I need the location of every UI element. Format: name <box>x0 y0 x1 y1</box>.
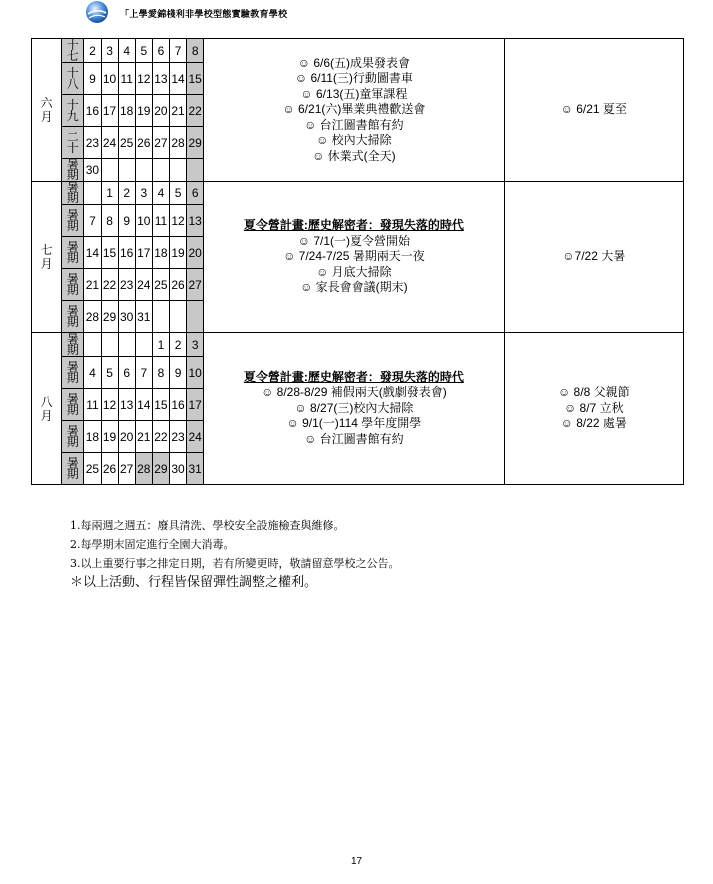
week-label: 暑 期 <box>62 421 84 453</box>
week-label: 暑 期 <box>62 453 84 485</box>
calendar-day: 8 <box>152 357 169 389</box>
calendar-day: 22 <box>152 421 169 453</box>
calendar-day: 23 <box>118 269 135 301</box>
calendar-day: 1 <box>101 182 118 205</box>
school-logo <box>84 0 110 26</box>
calendar-table <box>31 38 684 485</box>
calendar-day: 24 <box>135 269 152 301</box>
calendar-day <box>135 159 152 182</box>
event-item: ☺ 6/21(六)畢業典禮歡送會 <box>282 102 426 117</box>
event-item: ☺ 8/28-8/29 補假兩天(戲劇發表會) <box>261 385 447 400</box>
calendar-day: 12 <box>101 389 118 421</box>
month-events <box>204 333 504 485</box>
calendar-day <box>170 301 187 333</box>
calendar-day: 26 <box>170 269 187 301</box>
calendar-day: 14 <box>135 389 152 421</box>
calendar-day: 19 <box>135 95 152 127</box>
calendar-day: 6 <box>152 39 169 63</box>
calendar-day: 26 <box>135 127 152 159</box>
calendar-day: 6 <box>118 357 135 389</box>
calendar-day: 30 <box>118 301 135 333</box>
header-title: 「上學愛錦棧利非學校型態實驗教育學校 <box>120 10 288 20</box>
calendar-day: 30 <box>84 159 101 182</box>
calendar-day: 29 <box>101 301 118 333</box>
calendar-day: 16 <box>118 237 135 269</box>
note-item: ☺ 6/21 夏至 <box>560 102 627 117</box>
month-notes <box>504 39 683 182</box>
month-events <box>204 39 504 182</box>
event-item: ☺ 9/1(一)114 學年度開學 <box>286 416 422 431</box>
calendar-day: 18 <box>152 237 169 269</box>
month-notes <box>504 333 683 485</box>
calendar-day <box>84 182 101 205</box>
calendar-day: 19 <box>101 421 118 453</box>
calendar-day: 16 <box>84 95 101 127</box>
calendar-day: 8 <box>101 205 118 237</box>
note-item: ☺ 8/8 父親節 <box>557 385 630 400</box>
calendar-day: 26 <box>101 453 118 485</box>
month-notes <box>504 182 683 333</box>
calendar-day <box>118 159 135 182</box>
calendar-day <box>101 333 118 357</box>
event-item: ☺ 7/24-7/25 暑期兩天一夜 <box>283 249 425 264</box>
calendar-day: 18 <box>84 421 101 453</box>
calendar-day: 3 <box>187 333 204 357</box>
calendar-day <box>84 333 101 357</box>
calendar-day: 18 <box>118 95 135 127</box>
calendar-day <box>118 333 135 357</box>
event-item: ☺ 月底大掃除 <box>316 264 392 279</box>
calendar-day <box>135 333 152 357</box>
calendar-day: 12 <box>170 205 187 237</box>
calendar-day: 20 <box>187 237 204 269</box>
calendar-day <box>152 159 169 182</box>
calendar-day: 27 <box>187 269 204 301</box>
week-label: 暑 期 <box>62 159 84 182</box>
calendar-day: 19 <box>170 237 187 269</box>
calendar-day: 23 <box>170 421 187 453</box>
calendar-day: 25 <box>118 127 135 159</box>
week-label: 暑 期 <box>62 182 84 205</box>
event-item: ☺ 7/1(一)夏令營開始 <box>297 233 411 248</box>
calendar-day: 12 <box>135 63 152 95</box>
calendar-day: 4 <box>84 357 101 389</box>
footnotes <box>70 516 400 592</box>
calendar-day <box>187 301 204 333</box>
calendar-day <box>170 159 187 182</box>
page-number: 17 <box>350 856 363 867</box>
calendar-day <box>152 301 169 333</box>
calendar-day: 4 <box>118 39 135 63</box>
event-item: ☺ 6/11(三)行動圖書車 <box>294 71 413 86</box>
calendar-day: 9 <box>118 205 135 237</box>
calendar-day: 28 <box>170 127 187 159</box>
calendar-day: 25 <box>152 269 169 301</box>
calendar-day: 31 <box>187 453 204 485</box>
calendar-day: 21 <box>135 421 152 453</box>
week-label: 二 十 <box>62 127 84 159</box>
note-item: ☺ 8/7 立秋 <box>563 400 624 415</box>
calendar-day: 22 <box>187 95 204 127</box>
calendar-day: 15 <box>187 63 204 95</box>
event-item: ☺ 台江圖書館有約 <box>304 431 404 446</box>
calendar-day: 17 <box>101 95 118 127</box>
page-header <box>84 0 484 26</box>
week-label: 暑 期 <box>62 237 84 269</box>
calendar-day: 30 <box>170 453 187 485</box>
calendar-day: 27 <box>152 127 169 159</box>
calendar-day: 3 <box>135 182 152 205</box>
calendar-day: 9 <box>84 63 101 95</box>
footnote-1: 1.每兩週之週五：廢具清洗、學校安全設施檢查與維修。 <box>70 519 345 532</box>
calendar-day: 25 <box>84 453 101 485</box>
calendar-day: 3 <box>101 39 118 63</box>
week-label: 十 八 <box>62 63 84 95</box>
calendar-day: 10 <box>101 63 118 95</box>
calendar-day: 20 <box>118 421 135 453</box>
events-title: 夏令營計畫:歷史解密者：發現失落的時代 <box>243 369 464 384</box>
calendar-day: 13 <box>187 205 204 237</box>
calendar-day: 2 <box>84 39 101 63</box>
calendar-day: 2 <box>170 333 187 357</box>
calendar-day: 5 <box>170 182 187 205</box>
calendar-day: 6 <box>187 182 204 205</box>
calendar-day: 8 <box>187 39 204 63</box>
calendar-day: 9 <box>170 357 187 389</box>
event-item: ☺ 6/13(五)童軍課程 <box>300 86 408 101</box>
calendar-day: 28 <box>84 301 101 333</box>
calendar-week-row <box>32 333 684 357</box>
event-item: ☺ 6/6(五)成果發表會 <box>297 55 411 70</box>
week-label: 暑 期 <box>62 205 84 237</box>
calendar-day <box>101 159 118 182</box>
calendar-day: 29 <box>187 127 204 159</box>
footnote-4: ＊以上活動、行程皆保留彈性調整之權利。 <box>70 575 318 590</box>
calendar-day: 4 <box>152 182 169 205</box>
week-label: 十 七 <box>62 39 84 63</box>
calendar-day: 31 <box>135 301 152 333</box>
calendar-day: 20 <box>152 95 169 127</box>
week-label: 暑 期 <box>62 301 84 333</box>
month-label: 六 月 <box>32 39 62 182</box>
calendar-day: 15 <box>152 389 169 421</box>
footnote-2: 2.每學期末固定進行全園大消毒。 <box>70 538 235 551</box>
week-label: 暑 期 <box>62 333 84 357</box>
calendar-day: 21 <box>170 95 187 127</box>
calendar-day: 13 <box>118 389 135 421</box>
calendar-day: 7 <box>135 357 152 389</box>
week-label: 暑 期 <box>62 357 84 389</box>
calendar-day <box>187 159 204 182</box>
events-title: 夏令營計畫:歷史解密者：發現失落的時代 <box>243 218 464 233</box>
calendar-week-row <box>32 39 684 63</box>
week-label: 十 九 <box>62 95 84 127</box>
calendar-day: 23 <box>84 127 101 159</box>
event-item: ☺ 台江圖書館有約 <box>304 117 404 132</box>
event-item: ☺ 家長會會議(期末) <box>300 280 408 295</box>
event-item: ☺ 校內大掃除 <box>316 133 392 148</box>
calendar-day: 27 <box>118 453 135 485</box>
calendar-day: 14 <box>84 237 101 269</box>
calendar-day: 28 <box>135 453 152 485</box>
calendar-day: 15 <box>101 237 118 269</box>
calendar-day: 29 <box>152 453 169 485</box>
calendar-day: 1 <box>152 333 169 357</box>
calendar-day: 24 <box>101 127 118 159</box>
calendar-week-row <box>32 182 684 205</box>
event-item: ☺ 8/27(三)校內大掃除 <box>294 400 414 415</box>
calendar-day: 5 <box>135 39 152 63</box>
calendar-day: 13 <box>152 63 169 95</box>
week-label: 暑 期 <box>62 269 84 301</box>
calendar-day: 24 <box>187 421 204 453</box>
month-events <box>204 182 504 333</box>
calendar-day: 7 <box>84 205 101 237</box>
calendar-day: 2 <box>118 182 135 205</box>
footnote-3: 3.以上重要行事之排定日期，若有所變更時，敬請留意學校之公告。 <box>70 557 400 570</box>
calendar-day: 17 <box>135 237 152 269</box>
calendar-day: 17 <box>187 389 204 421</box>
calendar-day: 22 <box>101 269 118 301</box>
month-label: 七 月 <box>32 182 62 333</box>
week-label: 暑 期 <box>62 389 84 421</box>
month-label: 八 月 <box>32 333 62 485</box>
calendar-day: 11 <box>152 205 169 237</box>
calendar-day: 21 <box>84 269 101 301</box>
calendar-day: 10 <box>187 357 204 389</box>
note-item: ☺ 8/22 處暑 <box>560 416 627 431</box>
event-item: ☺ 休業式(全天) <box>312 148 396 163</box>
calendar-day: 14 <box>170 63 187 95</box>
calendar-day: 10 <box>135 205 152 237</box>
calendar-day: 7 <box>170 39 187 63</box>
note-item: ☺7/22 大暑 <box>562 249 626 264</box>
calendar-day: 5 <box>101 357 118 389</box>
calendar-day: 11 <box>84 389 101 421</box>
calendar-day: 16 <box>170 389 187 421</box>
calendar-day: 11 <box>118 63 135 95</box>
